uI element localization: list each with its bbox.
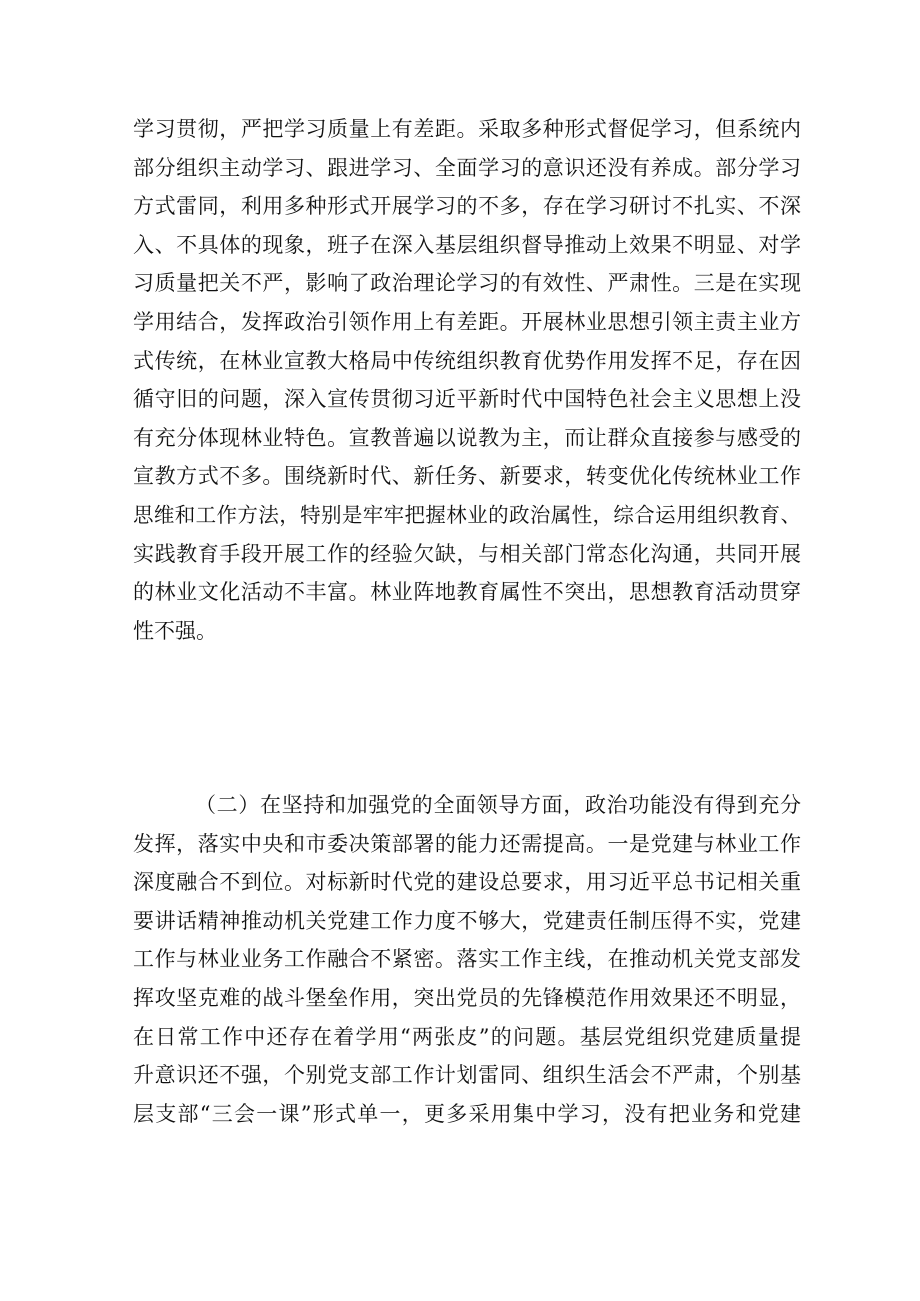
text-line: 工作与林业业务工作融合不紧密。落实工作主线，在推动机关党支部发 — [133, 947, 801, 972]
text-line: 发挥，落实中央和市委决策部署的能力还需提高。一是党建与林业工作 — [133, 831, 801, 856]
text-line: 部分组织主动学习、跟进学习、全面学习的意识还没有养成。部分学习 — [133, 155, 801, 180]
text-line: 学习贯彻，严把学习质量上有差距。采取多种形式督促学习，但系统内 — [133, 117, 801, 141]
section-heading-line: （二）在坚持和加强党的全面领导方面，政治功能没有得到充分 — [195, 793, 801, 817]
text-line: 宣教方式不多。围绕新时代、新任务、新要求，转变优化传统林业工作 — [133, 464, 801, 489]
text-line: 挥攻坚克难的战斗堡垒作用，突出党员的先锋模范作用效果还不明显， — [133, 985, 801, 1010]
text-line: 深度融合不到位。对标新时代党的建设总要求，用习近平总书记相关重 — [133, 870, 801, 895]
text-line: 的林业文化活动不丰富。林业阵地教育属性不突出，思想教育活动贯穿 — [133, 580, 801, 605]
text-line: 要讲话精神推动机关党建工作力度不够大，党建责任制压得不实，党建 — [133, 908, 801, 933]
text-line: 学用结合，发挥政治引领作用上有差距。开展林业思想引领主责主业方 — [133, 309, 801, 334]
text-line: 在日常工作中还存在着学用“两张皮”的问题。基层党组织党建质量提 — [133, 1024, 801, 1049]
text-line: 升意识还不强，个别党支部工作计划雷同、组织生活会不严肃，个别基 — [133, 1063, 801, 1088]
text-line: 习质量把关不严，影响了政治理论学习的有效性、严肃性。三是在实现 — [133, 271, 801, 296]
text-line: 思维和工作方法，特别是牢牢把握林业的政治属性，综合运用组织教育、 — [133, 502, 801, 527]
paragraph-section-2 — [133, 786, 801, 1133]
text-line: 性不强。 — [133, 618, 217, 643]
text-line: 式传统，在林业宣教大格局中传统组织教育优势作用发挥不足，存在因 — [133, 348, 801, 373]
text-line: 有充分体现林业特色。宣教普遍以说教为主，而让群众直接参与感受的 — [133, 425, 801, 450]
text-line: 方式雷同，利用多种形式开展学习的不多，存在学习研讨不扎实、不深 — [133, 194, 801, 219]
text-line: 层支部“三会一课”形式单一，更多采用集中学习，没有把业务和党建 — [133, 1101, 801, 1126]
text-line: 循守旧的问题，深入宣传贯彻习近平新时代中国特色社会主义思想上没 — [133, 387, 801, 412]
text-line: 实践教育手段开展工作的经验欠缺，与相关部门常态化沟通，共同开展 — [133, 541, 801, 566]
paragraph-continuation — [133, 110, 801, 650]
text-line: 入、不具体的现象，班子在深入基层组织督导推动上效果不明显、对学 — [133, 232, 801, 257]
